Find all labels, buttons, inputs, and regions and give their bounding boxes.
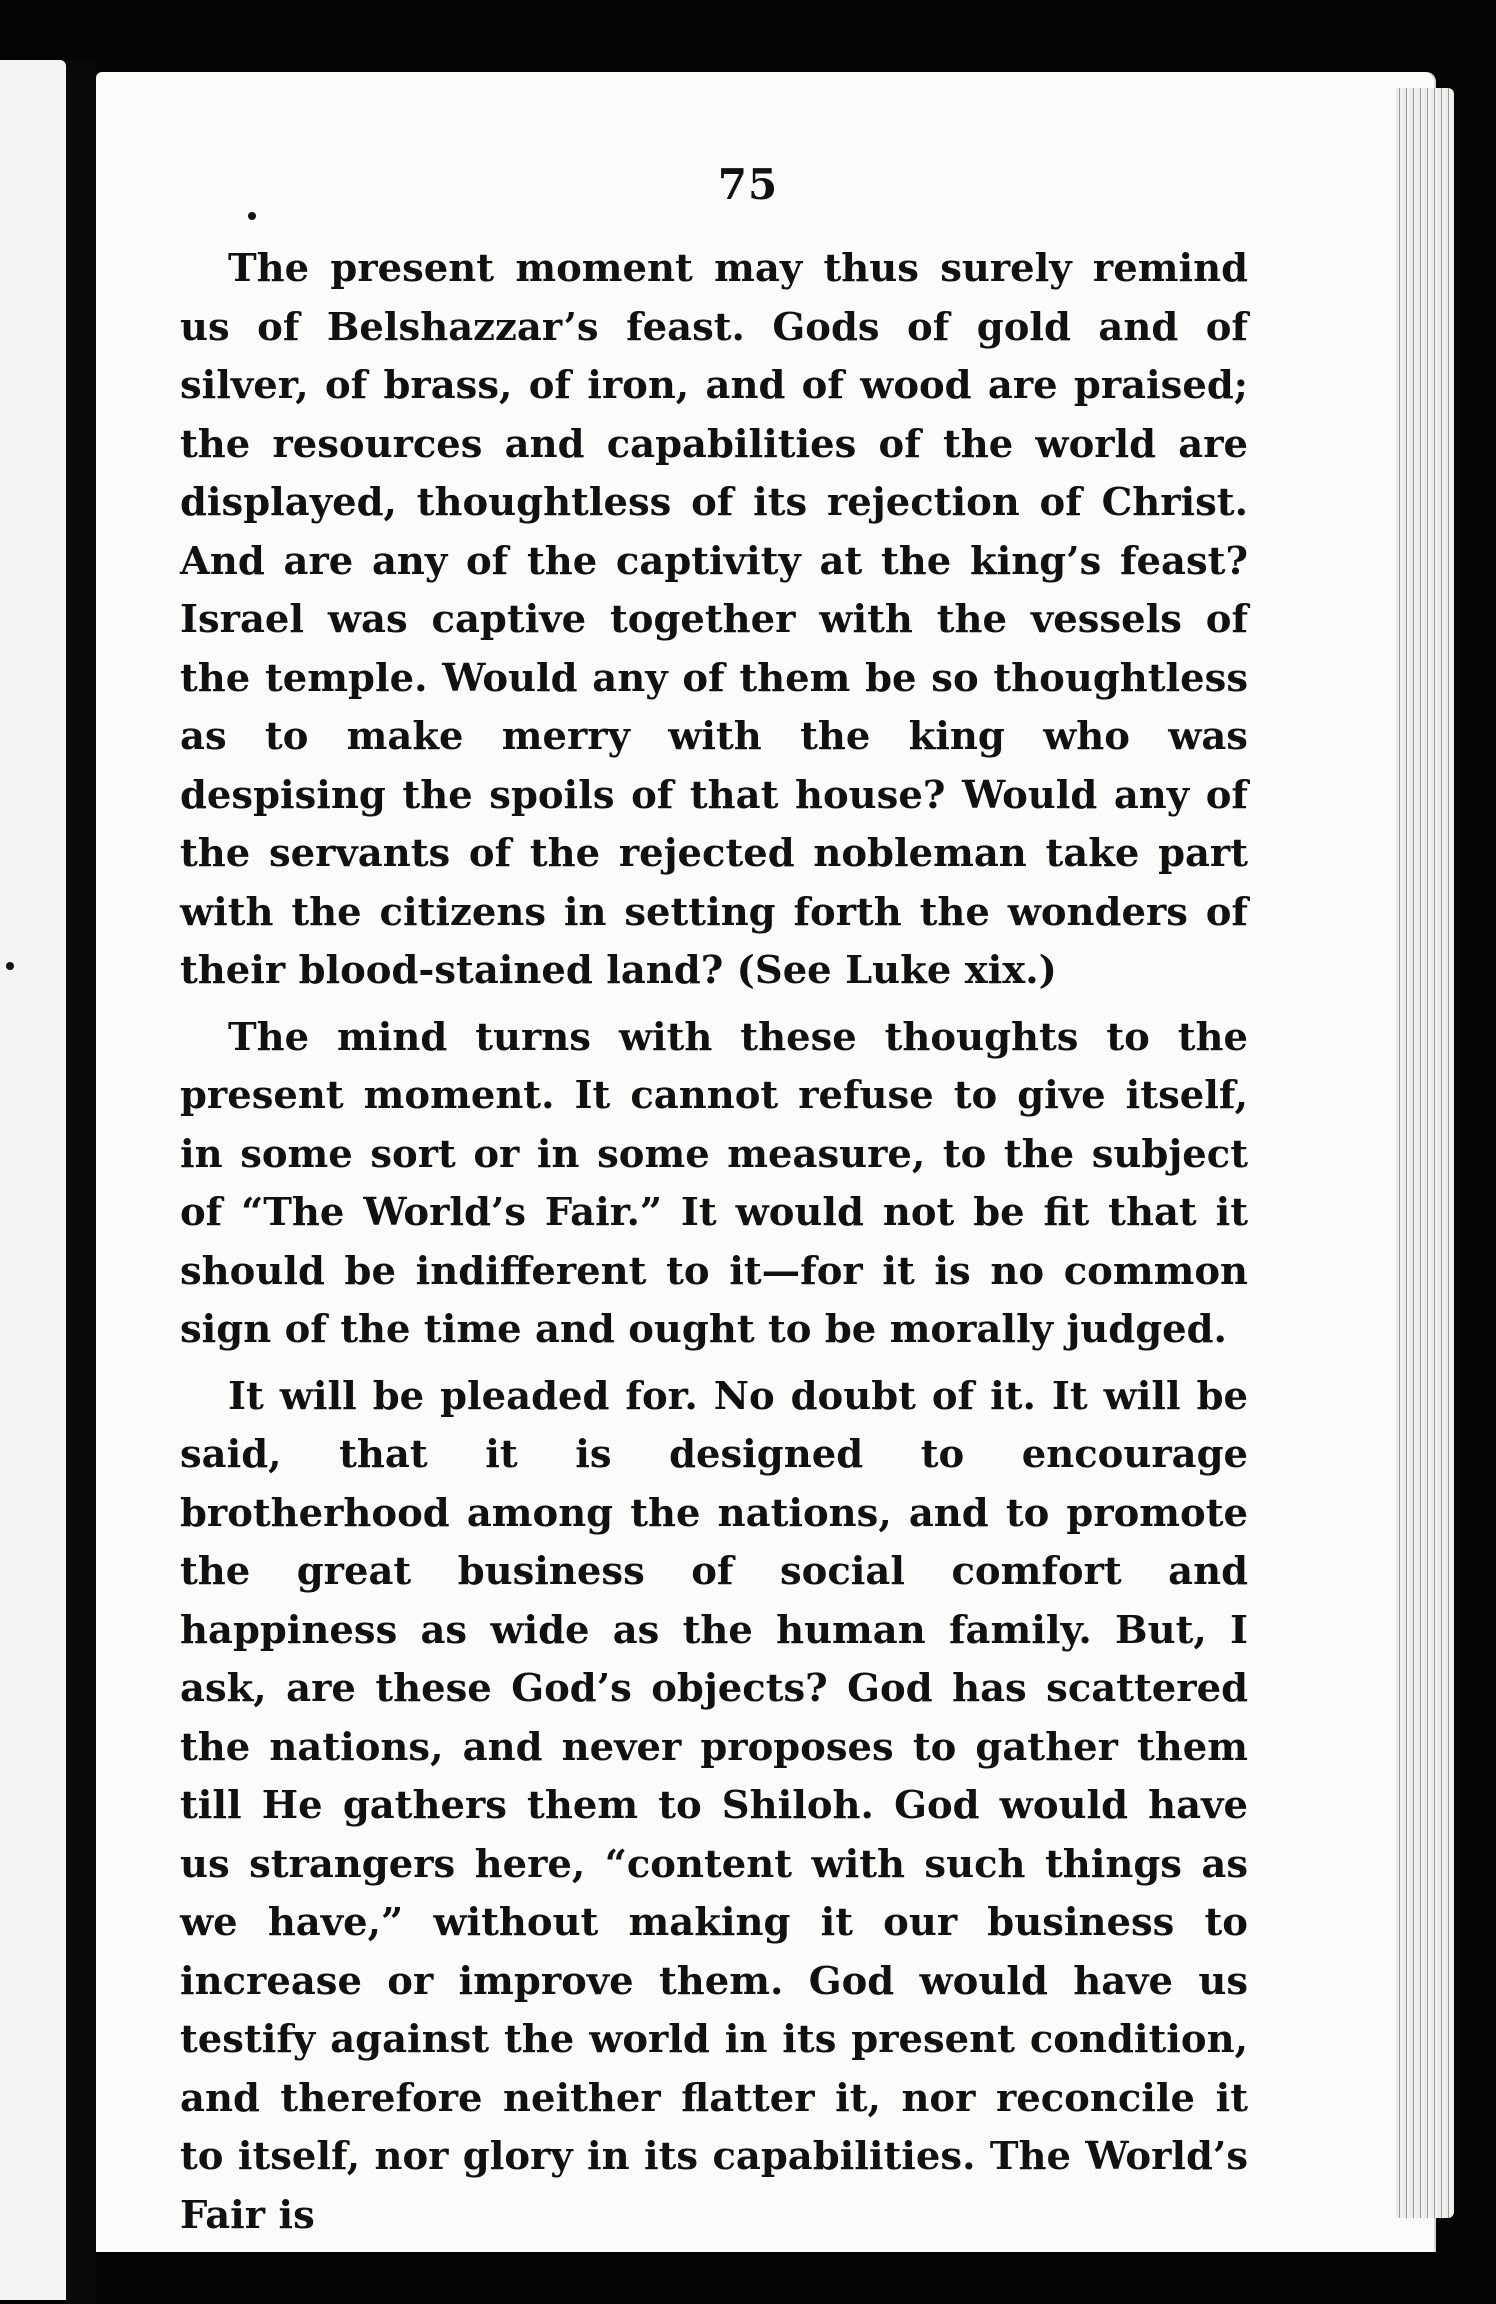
book-gutter [66,60,96,2304]
ink-speck [6,962,14,970]
page-body-text [180,240,1248,2253]
paragraph: The mind turns with these thoughts to the present moment. It cannot refuse to give itself, in some sort or in some measure, to the subject of “The World’s Fair.” It would not be fit that it should be indifferent to it—for it is no common sign of the time and ought to be morally judged. [180,1014,1248,1352]
page-stack-edges [1396,88,1454,2218]
paragraph: It will be pleaded for. No doubt of it. It will be said, that it is designed to encourage brotherhood among the nations, and to promote the great business of social comfort and happiness as wide as the human family. But, I ask, are these God’s objects? God has scattered the nations, and never proposes to gather them till He gathers them to Shiloh. God would have us strangers here, “content with such things as we have,” without making it our business to increase or improve them. God would have us testify against the world in its present condition, and therefore neither flatter it, nor reconcile it to itself, nor glory in its capabilities. The World’s Fair is [180,1373,1248,2238]
facing-page-edge [0,60,66,2300]
paragraph: The present moment may thus surely remind us of Belshazzar’s feast. Gods of gold and of silver, of brass, of iron, and of wood are praised; the resources and capabilities of the world are displayed, thoughtless of its rejection of Christ. And are any of the captivity at the king’s feast? Israel was captive together with the vessels of the temple. Would any of them be so thoughtless as to make merry with the king who was despising the spoils of that house? Would any of the servants of the rejected nobleman take part with the citizens in setting forth the wonders of their blood-stained land? (See Luke xix.) [180,246,1248,993]
page-number: 75 [717,160,779,209]
ink-speck [248,212,256,220]
